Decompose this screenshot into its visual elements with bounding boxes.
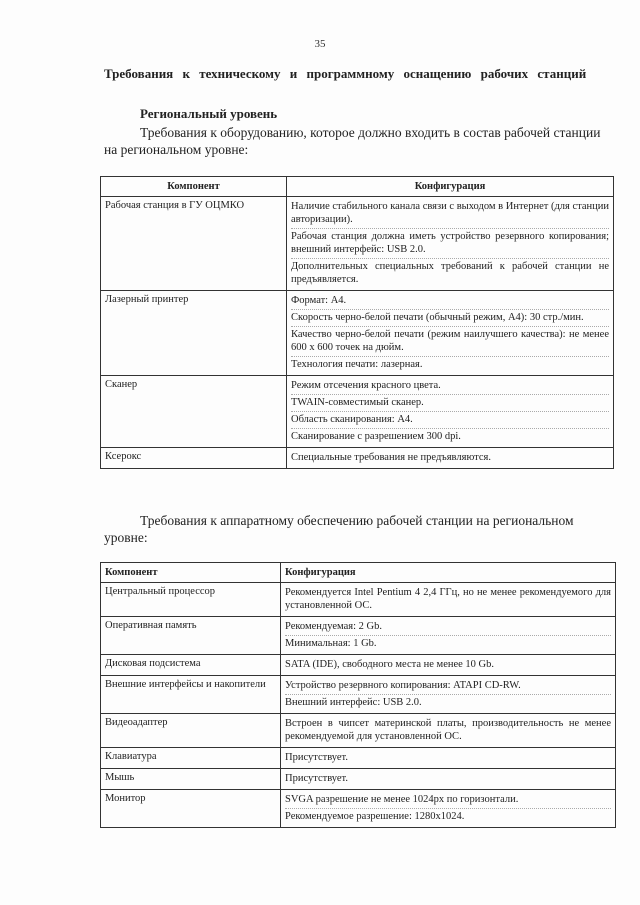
configuration-cell — [287, 448, 614, 469]
component-cell: Дисковая подсистема — [101, 655, 281, 676]
table-row — [101, 583, 616, 617]
configuration-line: Рекомендуемая: 2 Gb. — [285, 619, 611, 636]
configuration-cell — [281, 769, 616, 790]
table-row — [101, 769, 616, 790]
configuration-line: Дополнительных специальных требований к рабочей станции не предъявляется. — [291, 261, 609, 285]
header-component: Компонент — [101, 177, 287, 197]
header-configuration: Конфигурация — [281, 563, 616, 583]
configuration-line: Рекомендуемое разрешение: 1280x1024. — [285, 811, 465, 822]
hardware-table — [100, 562, 616, 828]
configuration-cell — [287, 291, 614, 376]
component-cell: Клавиатура — [101, 748, 281, 769]
table-row — [101, 376, 614, 448]
configuration-line: Область сканирования: А4. — [291, 412, 609, 429]
configuration-line: Внешний интерфейс: USB 2.0. — [285, 697, 422, 708]
intro-paragraph: Требования к оборудованию, которое должно входить в состав рабочей станции на региональном уровне: — [104, 125, 601, 157]
configuration-line: Наличие стабильного канала связи с выходом в Интернет (для станции авторизации). — [291, 199, 609, 229]
configuration-line: Сканирование с разрешением 300 dpi. — [291, 431, 461, 442]
component-cell: Ксерокс — [101, 448, 287, 469]
equipment-table-body — [101, 197, 614, 469]
configuration-line: Технология печати: лазерная. — [291, 359, 423, 370]
section-heading: Требования к техническому и программному оснащению рабочих станций — [104, 66, 587, 81]
hardware-paragraph: Требования к аппаратному обеспечению рабочей станции на региональном уровне: — [104, 513, 574, 545]
header-configuration: Конфигурация — [287, 177, 614, 197]
component-cell: Оперативная память — [101, 617, 281, 655]
header-component: Компонент — [101, 563, 281, 583]
configuration-line: Режим отсечения красного цвета. — [291, 378, 609, 395]
table-row — [101, 748, 616, 769]
configuration-line: Устройство резервного копирования: ATAPI CD-RW. — [285, 678, 611, 695]
configuration-cell — [281, 790, 616, 828]
configuration-cell — [281, 617, 616, 655]
page-number: 35 — [314, 38, 326, 50]
configuration-cell — [281, 748, 616, 769]
configuration-cell — [287, 376, 614, 448]
configuration-line: Минимальная: 1 Gb. — [285, 638, 377, 649]
component-cell: Рабочая станция в ГУ ОЦМКО — [101, 197, 287, 291]
equipment-table — [100, 176, 614, 469]
component-cell: Лазерный принтер — [101, 291, 287, 376]
table-row — [101, 617, 616, 655]
configuration-line: Специальные требования не предъявляются. — [291, 452, 491, 463]
table-row — [101, 291, 614, 376]
configuration-line: SATA (IDE), свободного места не менее 10 Gb. — [285, 659, 495, 670]
component-cell: Видеоадаптер — [101, 714, 281, 748]
hardware-table-body — [101, 583, 616, 828]
component-cell: Центральный процессор — [101, 583, 281, 617]
table-row — [101, 714, 616, 748]
configuration-line: Формат: А4. — [291, 293, 609, 310]
table-row — [101, 197, 614, 291]
subsection-heading: Региональный уровень — [140, 106, 278, 121]
configuration-cell — [287, 197, 614, 291]
configuration-line: Качество черно-белой печати (режим наилучшего качества): не менее 600 х 600 точек на дюйм. — [291, 327, 609, 357]
configuration-cell — [281, 655, 616, 676]
configuration-line: Рабочая станция должна иметь устройство резервного копирования; внешний интерфейс: USB 2.0. — [291, 229, 609, 259]
table-row — [101, 790, 616, 828]
component-cell: Внешние интерфейсы и накопители — [101, 676, 281, 714]
table-row — [101, 655, 616, 676]
configuration-line: TWAIN-совместимый сканер. — [291, 395, 609, 412]
configuration-line: Присутствует. — [285, 752, 348, 763]
configuration-line: Присутствует. — [285, 773, 348, 784]
table-row — [101, 448, 614, 469]
configuration-line: Скорость черно-белой печати (обычный режим, А4): 30 стр./мин. — [291, 310, 609, 327]
configuration-cell — [281, 714, 616, 748]
table-row — [101, 676, 616, 714]
table-header-row — [101, 563, 616, 583]
configuration-cell — [281, 676, 616, 714]
component-cell: Мышь — [101, 769, 281, 790]
configuration-line: SVGA разрешение не менее 1024px по горизонтали. — [285, 792, 611, 809]
component-cell: Монитор — [101, 790, 281, 828]
table-header-row — [101, 177, 614, 197]
configuration-cell — [281, 583, 616, 617]
component-cell: Сканер — [101, 376, 287, 448]
configuration-line: Рекомендуется Intel Pentium 4 2,4 ГГц, но не менее рекомендуемого для установленной ОС. — [285, 587, 611, 611]
configuration-line: Встроен в чипсет материнской платы, производительность не менее рекомендуемой для установленной ОС. — [285, 718, 611, 742]
